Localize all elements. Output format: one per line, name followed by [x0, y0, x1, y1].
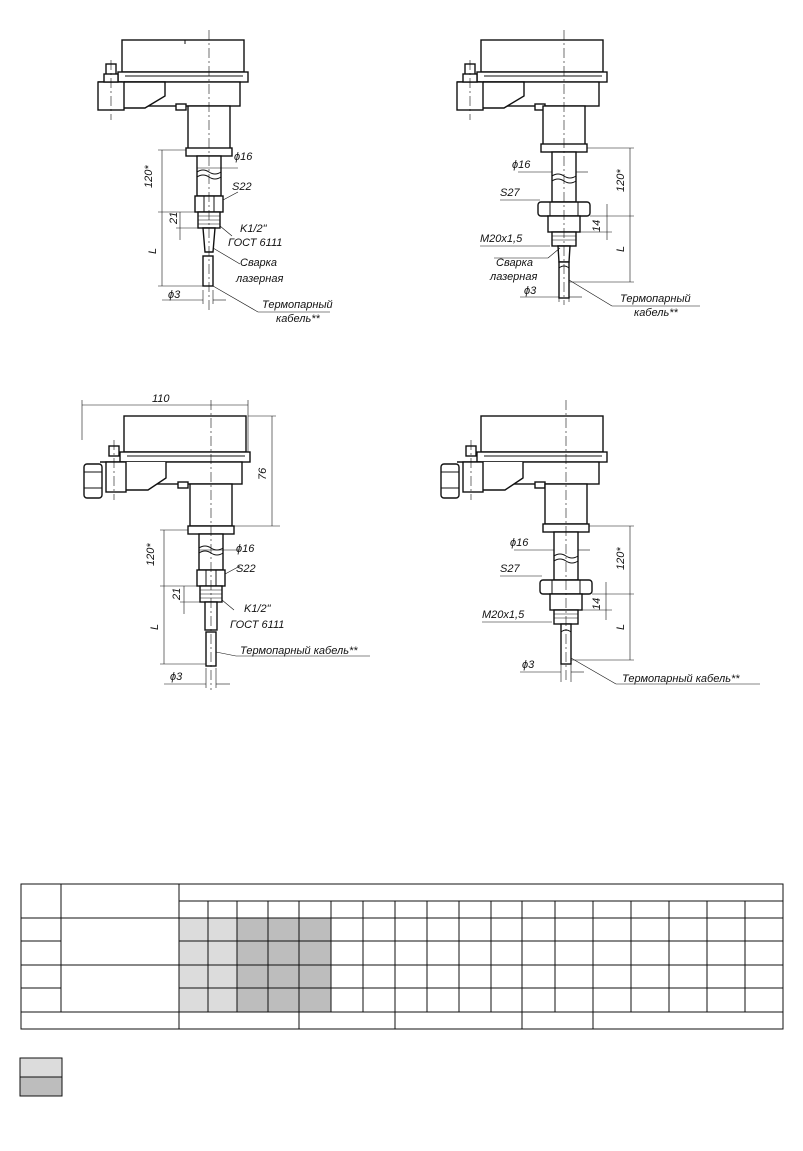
- table-shaded-cell: [299, 965, 331, 988]
- phi3-label: ϕ3: [522, 659, 535, 671]
- table-shaded-cell: [268, 965, 299, 988]
- dim-120-label: 120*: [615, 169, 627, 192]
- table-shaded-cell: [268, 988, 299, 1012]
- table-shaded-cell: [208, 918, 237, 941]
- weld-label-2: лазерная: [236, 273, 284, 285]
- head-flange: [118, 72, 248, 82]
- dim-76-label: 76: [257, 467, 269, 480]
- cable-label-2: кабель**: [634, 307, 678, 319]
- legend-light-swatch: [20, 1058, 62, 1077]
- drawing-bottom-right: [441, 400, 760, 685]
- s27-label: S27: [500, 563, 520, 575]
- table-shaded-cell: [237, 965, 268, 988]
- dim-l-label: L: [149, 623, 161, 630]
- weld-label-1: Сварка: [240, 257, 277, 269]
- weld-label-1: Сварка: [496, 257, 533, 269]
- s22-label: S22: [236, 563, 256, 575]
- table-shaded-cell: [208, 965, 237, 988]
- phi3-label: ϕ3: [170, 671, 183, 683]
- head-flange: [477, 452, 607, 462]
- table-shaded-cell: [237, 918, 268, 941]
- drawing-top-left: [98, 30, 333, 325]
- table-shaded-cell: [268, 941, 299, 965]
- phi16-label: ϕ16: [234, 151, 253, 163]
- head-cover: [124, 416, 246, 452]
- cable-label: Термопарный кабель**: [622, 673, 740, 685]
- table-shaded-cell: [237, 941, 268, 965]
- table-shaded-cell: [179, 965, 208, 988]
- cable-gland: [441, 464, 459, 498]
- s27-label: S27: [500, 187, 520, 199]
- cable-label-2: кабель**: [276, 313, 320, 325]
- table-shaded-cell: [179, 988, 208, 1012]
- dim-14-label: 14: [591, 597, 603, 610]
- head-cover: [481, 416, 603, 452]
- dim-l-label: L: [147, 247, 159, 254]
- spec-table: [21, 884, 783, 1029]
- table-shaded-cell: [299, 918, 331, 941]
- dim-21-label: 21: [171, 587, 183, 600]
- cable-label: Термопарный кабель**: [240, 645, 358, 657]
- head-cover: [122, 40, 244, 72]
- m20-label: M20x1,5: [480, 233, 523, 245]
- table-shaded-cell: [179, 941, 208, 965]
- table-shaded-cell: [208, 988, 237, 1012]
- dim-120-label: 120*: [145, 543, 157, 566]
- dim-110-label: 110: [152, 393, 170, 405]
- head-flange: [120, 452, 250, 462]
- dim-l-label: L: [615, 623, 627, 630]
- thread-label: K1/2": [244, 603, 271, 615]
- table-shaded-cell: [299, 941, 331, 965]
- table-shaded-cell: [237, 988, 268, 1012]
- dim-120-label: 120*: [143, 165, 155, 188]
- dim-l-label: L: [615, 245, 627, 252]
- weld-label-2: лазерная: [490, 271, 538, 283]
- phi3-label: ϕ3: [168, 289, 181, 301]
- probe-lower: [203, 256, 213, 286]
- bracket-plate: [463, 462, 483, 492]
- gost-label: ГОСТ 6111: [230, 619, 285, 631]
- dim-21-label: 21: [168, 211, 180, 224]
- dim-120-label: 120*: [615, 547, 627, 570]
- phi16-label: ϕ16: [510, 537, 529, 549]
- bracket-plate: [106, 462, 126, 492]
- phi16-label: ϕ16: [512, 159, 531, 171]
- cable-label-1: Термопарный: [262, 299, 333, 311]
- drawing-top-right: [457, 30, 700, 319]
- table-shaded-cell: [299, 988, 331, 1012]
- table-shaded-cell: [208, 941, 237, 965]
- cable-gland: [84, 464, 102, 498]
- gost-label: ГОСТ 6111: [228, 237, 283, 249]
- dim-14-label: 14: [591, 219, 603, 232]
- phi3-label: ϕ3: [524, 285, 537, 297]
- thread-label: K1/2": [240, 223, 267, 235]
- head-flange: [477, 72, 607, 82]
- legend-dark-swatch: [20, 1077, 62, 1096]
- cable-label-1: Термопарный: [620, 293, 691, 305]
- shading-legend: [20, 1058, 62, 1096]
- phi16-label: ϕ16: [236, 543, 255, 555]
- s22-label: S22: [232, 181, 252, 193]
- head-cover: [481, 40, 603, 72]
- drawing-bottom-left: [82, 393, 370, 690]
- table-shaded-cell: [268, 918, 299, 941]
- table-shaded-cell: [179, 918, 208, 941]
- m20-label: M20x1,5: [482, 609, 525, 621]
